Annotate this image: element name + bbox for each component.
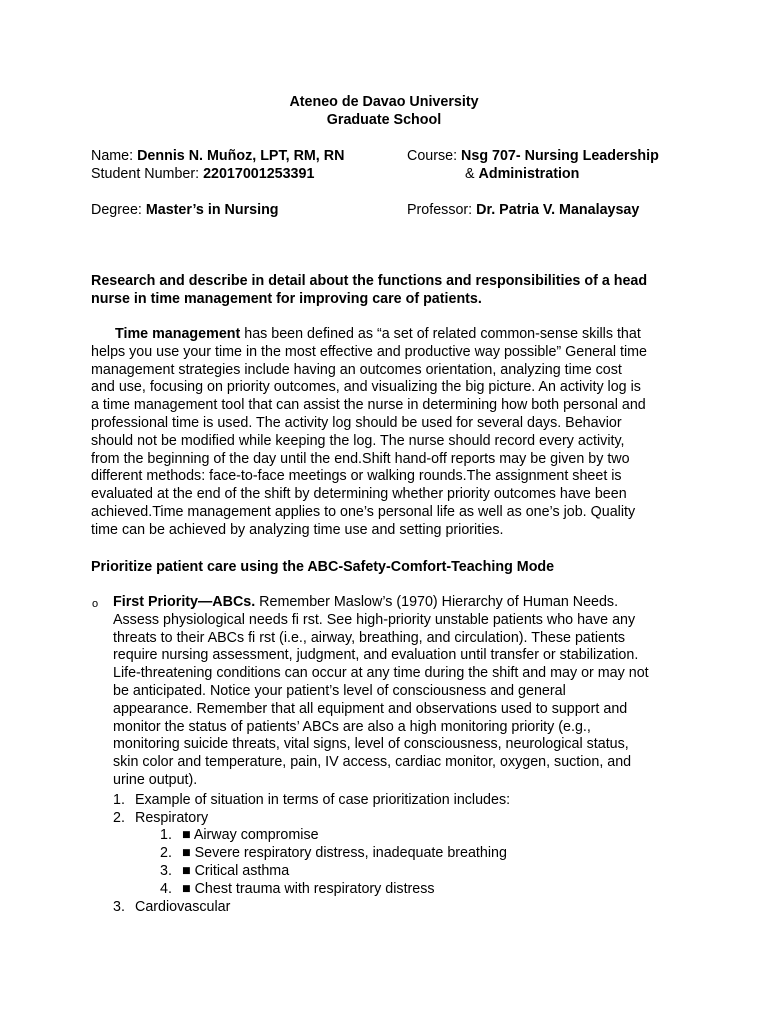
professor-value: Dr. Patria V. Manalaysay (476, 202, 640, 218)
sub-list-text: ■ Chest trauma with respiratory distress (182, 881, 435, 897)
list-item (113, 899, 231, 915)
degree-label: Degree: (91, 202, 142, 218)
list-text: Respiratory (135, 810, 209, 826)
paragraph-line: a time management tool that can assist the nurse in determining how both personal and (91, 397, 646, 414)
paragraph-line: achieved.Time management applies to one’s personal life as well as one’s job. Quality (91, 503, 636, 520)
list-text: Example of situation in terms of case prioritization includes: (135, 792, 511, 808)
bullet-line: monitoring suicide threats, vital signs, level of consciousness, neurological status, (113, 736, 629, 753)
bullet-line: be anticipated. Notice your patient’s level of consciousness and general (113, 682, 566, 699)
sub-list-number: 1. (160, 827, 172, 843)
time-management-paragraph (91, 326, 691, 540)
bullet-marker: o (92, 598, 99, 610)
paragraph-lead-rest: has been defined as “a set of related common-sense skills that (240, 326, 641, 342)
list-item (113, 810, 209, 826)
bullet-line: Life-threatening conditions can occur at any time during the shift and may or may not (113, 665, 649, 682)
student-number-row (91, 166, 314, 182)
professor-row (407, 202, 639, 218)
bullet-lead-bold: First Priority—ABCs. (113, 594, 256, 610)
university-title: Ateneo de Davao University (289, 94, 479, 110)
bullet-line: skin color and temperature, pain, IV access, cardiac monitor, oxygen, suction, and (113, 754, 632, 771)
paragraph-line: should not be modified while keeping the log. The nurse should record every activity, (91, 432, 625, 449)
name-value: Dennis N. Muñoz, LPT, RM, RN (137, 148, 345, 164)
section-heading: Prioritize patient care using the ABC-Safety-Comfort-Teaching Mode (91, 559, 555, 575)
question-line-1: Research and describe in detail about the functions and responsibilities of a head (91, 273, 648, 289)
paragraph-line: and use, focusing on priority outcomes, and visualizing the big picture. An activity log is (91, 379, 641, 396)
sub-list-text: ■ Severe respiratory distress, inadequate breathing (182, 845, 507, 861)
sub-list-item (160, 863, 290, 879)
paragraph-line: different methods: face-to-face meetings or walking rounds.The assignment sheet is (91, 468, 622, 485)
sub-list-number: 4. (160, 881, 172, 897)
paragraph-line: time can be achieved by analyzing time use and setting priorities. (91, 521, 504, 538)
student-number-value: 22017001253391 (203, 166, 315, 182)
degree-row (91, 202, 279, 218)
bullet-line (113, 594, 693, 612)
school-title: Graduate School (326, 112, 442, 128)
paragraph-lead-bold: Time management (115, 326, 241, 342)
bullet-line: appearance. Remember that all equipment and observations used to support and (113, 700, 628, 717)
sub-list-item (160, 845, 507, 861)
bullet-line: urine output). (113, 771, 198, 788)
course-value-line2: Administration (478, 166, 580, 182)
course-row-2 (465, 166, 579, 182)
course-amp: & (465, 166, 479, 182)
course-row (407, 148, 659, 164)
first-priority-paragraph (113, 594, 693, 790)
course-label: Course: (407, 148, 458, 164)
paragraph-line: professional time is used. The activity log should be used for several days. Behavior (91, 414, 622, 431)
degree-value: Master’s in Nursing (145, 202, 279, 218)
course-value-line1: Nsg 707- Nursing Leadership (461, 148, 659, 164)
bullet-line: require nursing assessment, judgment, and evaluation until transfer or stabilization. (113, 647, 639, 664)
list-number: 3. (113, 899, 125, 915)
professor-label: Professor: (407, 202, 473, 218)
bullet-line: threats to their ABCs fi rst (i.e., airway, breathing, and circulation). These patients (113, 629, 626, 646)
paragraph-line: evaluated at the end of the shift by determining whether priority outcomes have been (91, 486, 627, 503)
paragraph-line (91, 326, 691, 344)
sub-list-text: ■ Airway compromise (182, 827, 319, 843)
sub-list-item (160, 881, 435, 897)
list-number: 2. (113, 810, 125, 826)
bullet-lead-rest: Remember Maslow’s (1970) Hierarchy of Human Needs. (255, 594, 619, 610)
list-text: Cardiovascular (135, 899, 231, 915)
sub-list-item (160, 827, 319, 843)
paragraph-line: helps you use your time in the most effective and productive way possible” General time (91, 343, 648, 360)
bullet-line: monitor the status of patients’ ABCs are also a high monitoring priority (e.g., (113, 718, 591, 735)
paragraph-line: management strategies include having an outcomes orientation, analyzing time cost (91, 361, 622, 378)
name-label: Name: (91, 148, 134, 164)
list-item (113, 792, 511, 808)
question-line-2: nurse in time management for improving care of patients. (91, 291, 482, 307)
sub-list-number: 2. (160, 845, 172, 861)
paragraph-line: from the beginning of the day until the end.Shift hand-off reports may be given by two (91, 450, 630, 467)
name-row (91, 148, 344, 164)
student-number-label: Student Number: (91, 166, 200, 182)
list-number: 1. (113, 792, 125, 808)
bullet-line: Assess physiological needs fi rst. See high-priority unstable patients who have any (113, 611, 636, 628)
sub-list-number: 3. (160, 863, 172, 879)
sub-list-text: ■ Critical asthma (182, 863, 290, 879)
